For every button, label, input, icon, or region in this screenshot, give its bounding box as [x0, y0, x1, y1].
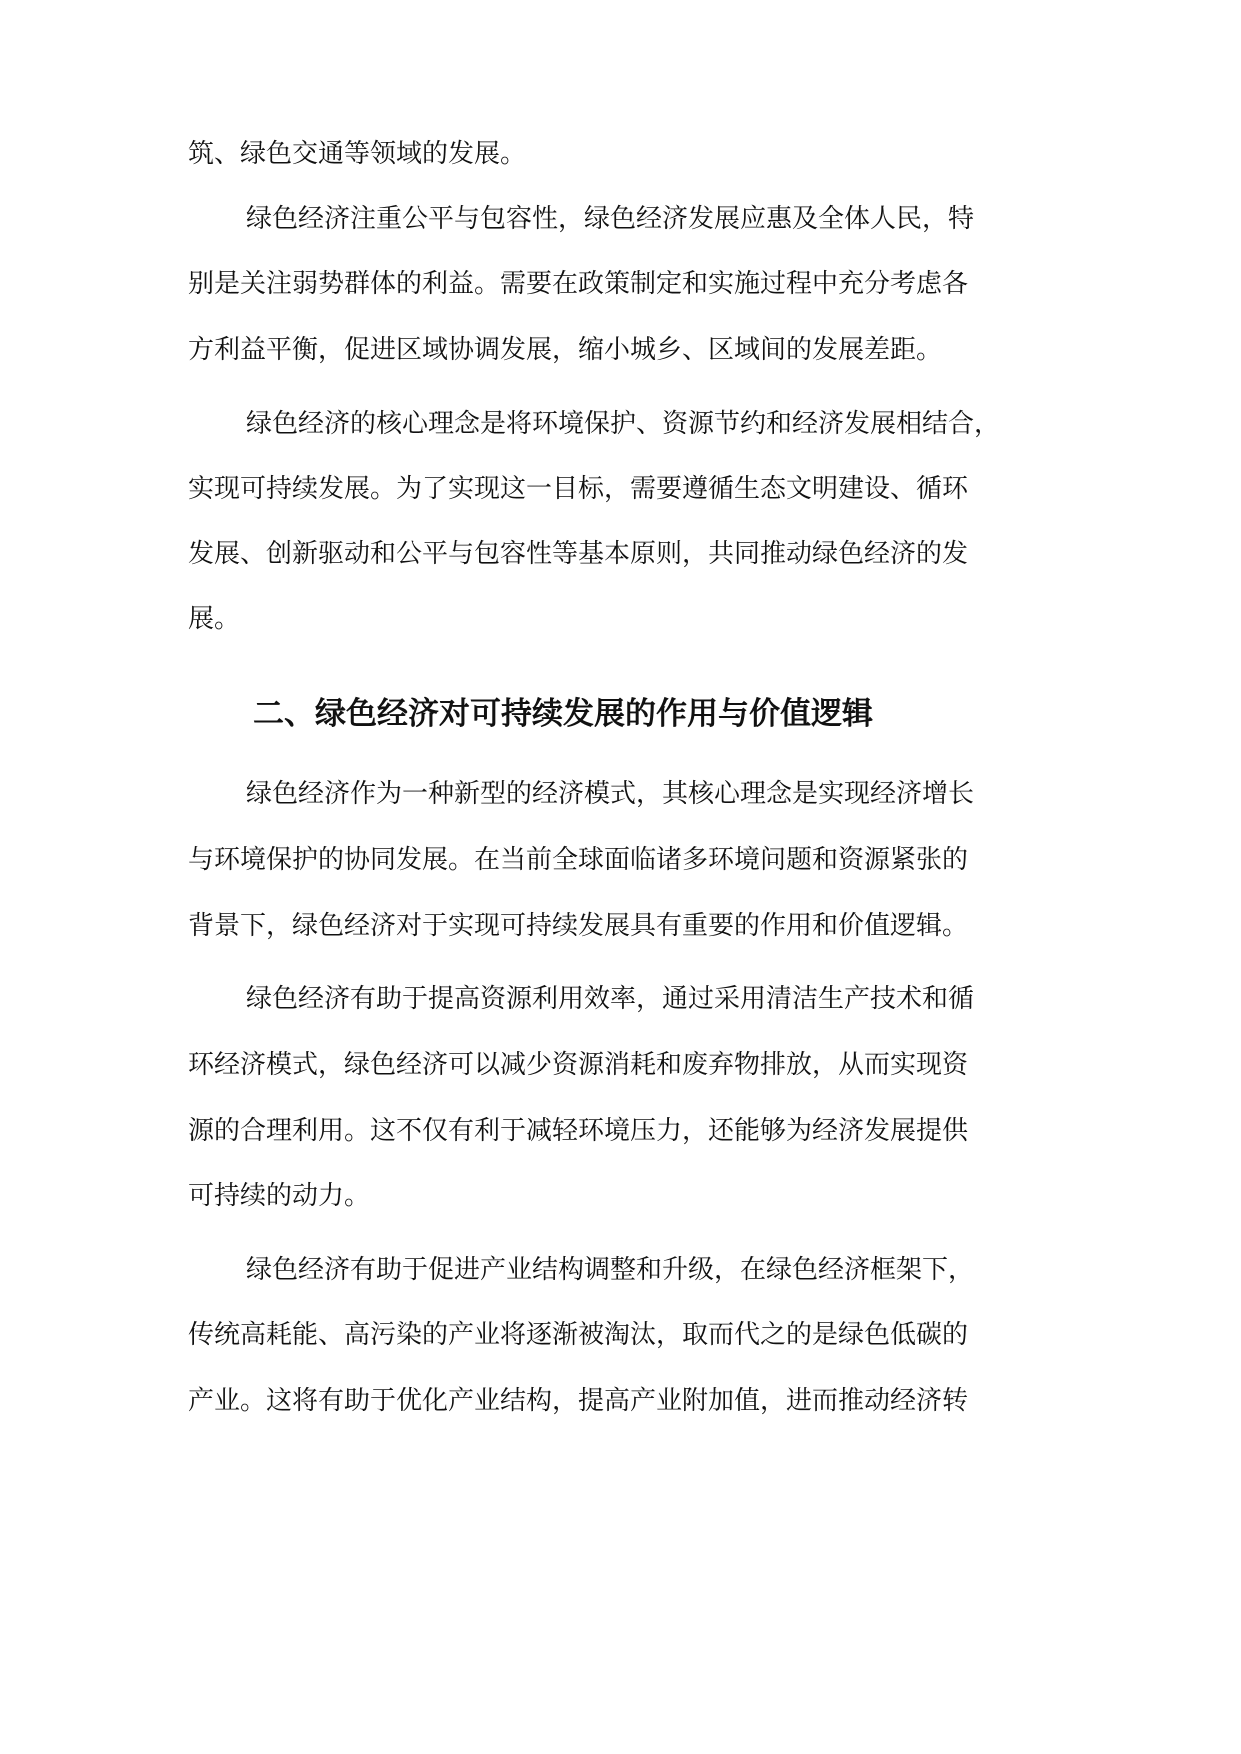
paragraph-line: 传统高耗能、高污染的产业将逐渐被淘汰，取而代之的是绿色低碳的 — [188, 1320, 969, 1350]
paragraph-line: 绿色经济的核心理念是将环境保护、资源节约和经济发展相结合， — [246, 409, 1001, 439]
paragraph-line: 方利益平衡，促进区域协调发展，缩小城乡、区域间的发展差距。 — [188, 335, 943, 365]
paragraph-line: 绿色经济有助于促进产业结构调整和升级，在绿色经济框架下， — [246, 1255, 975, 1285]
paragraph-line: 发展、创新驱动和公平与包容性等基本原则，共同推动绿色经济的发 — [188, 539, 969, 569]
paragraph-line: 展。 — [188, 604, 241, 634]
paragraph-line: 筑、绿色交通等领域的发展。 — [188, 139, 527, 169]
paragraph-line: 产业。这将有助于优化产业结构，提高产业附加值，进而推动经济转 — [188, 1386, 969, 1416]
paragraph-line: 与环境保护的协同发展。在当前全球面临诸多环境问题和资源紧张的 — [188, 845, 969, 875]
paragraph-line: 绿色经济注重公平与包容性，绿色经济发展应惠及全体人民，特 — [246, 204, 975, 234]
paragraph-line: 源的合理利用。这不仅有利于减轻环境压力，还能够为经济发展提供 — [188, 1116, 969, 1146]
paragraph-line: 实现可持续发展。为了实现这一目标，需要遵循生态文明建设、循环 — [188, 474, 969, 504]
paragraph-line: 别是关注弱势群体的利益。需要在政策制定和实施过程中充分考虑各 — [188, 269, 969, 299]
paragraph-line: 可持续的动力。 — [188, 1181, 371, 1211]
paragraph-line: 绿色经济有助于提高资源利用效率，通过采用清洁生产技术和循 — [246, 984, 975, 1014]
paragraph-line: 背景下，绿色经济对于实现可持续发展具有重要的作用和价值逻辑。 — [188, 911, 969, 941]
section-heading: 二、绿色经济对可持续发展的作用与价值逻辑 — [253, 696, 873, 732]
paragraph-line: 绿色经济作为一种新型的经济模式，其核心理念是实现经济增长 — [246, 779, 975, 809]
paragraph-line: 环经济模式，绿色经济可以减少资源消耗和废弃物排放，从而实现资 — [188, 1050, 969, 1080]
